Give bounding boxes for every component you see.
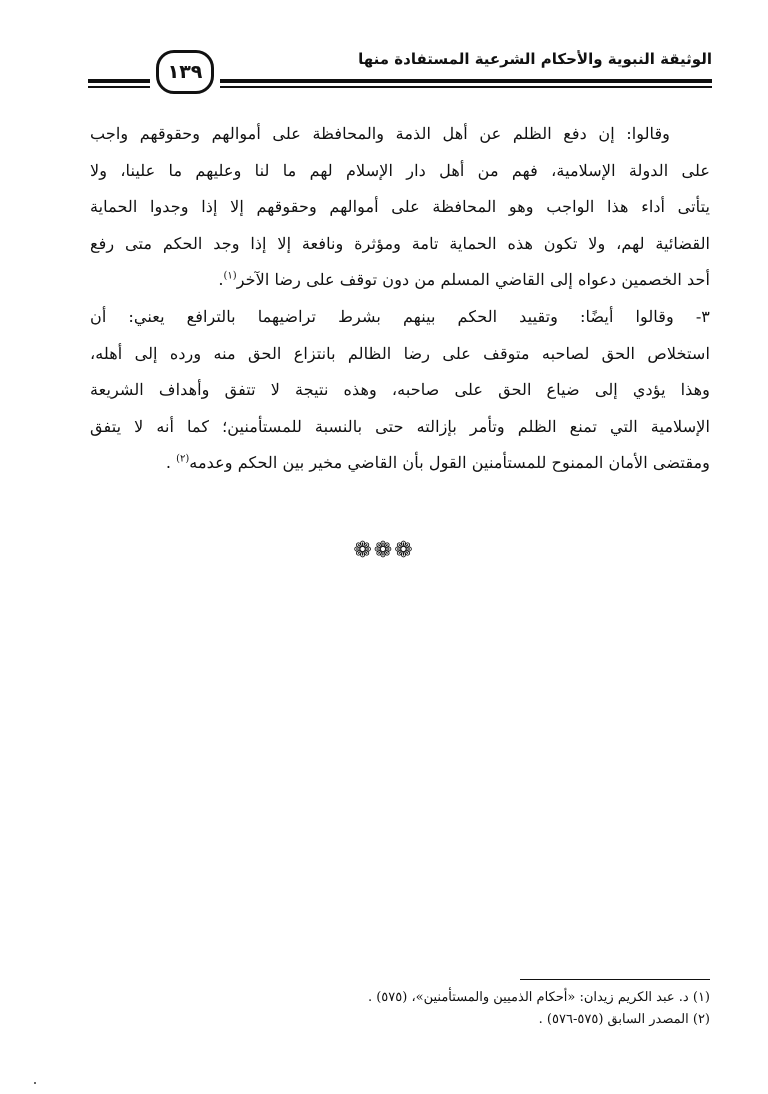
header-rule-thin-right (220, 86, 712, 88)
paragraph-2-line-5-text: ومقتضى الأمان الممنوح للمستأمنين القول بأن القاضي مخير بين الحكم وعدمه (189, 453, 710, 473)
paragraph-1-line-3: يتأتى أداء هذا الواجب وهو المحافظة على أموالهم وحقوقهم إلا إذا وجدوا الحماية (90, 197, 710, 217)
paragraph-2-line-1: ٣- وقالوا أيضًا: وتقييد الحكم بينهم بشرط تراضيهما بالترافع يعني: أن (90, 306, 710, 326)
paragraph-2-line-2: استخلاص الحق لصاحبه متوقف على رضا الظالم بانتزاع الحق منه ورده إلى أهله، (90, 343, 710, 363)
page-header (88, 42, 712, 104)
running-title: الوثيقة النبوية والأحكام الشرعية المستفادة منها (358, 50, 712, 68)
paragraph-1-line-2: على الدولة الإسلامية، فهم من أهل دار الإسلام لهم ما لنا وعليهم ما علينا، ولا (90, 160, 710, 180)
paragraph-1-line-5: أحد الخصمين دعواه إلى القاضي المسلم من دون توقف على رضا الآخر$^{(١)}$. (218, 270, 710, 290)
page-number-frame (156, 50, 214, 94)
header-rule-thin-left (88, 86, 150, 88)
scan-speck (34, 1082, 36, 1084)
paragraph-2 (90, 299, 710, 482)
paragraph-1-line-5-text: أحد الخصمين دعواه إلى القاضي المسلم من دون توقف على رضا الآخر (236, 270, 710, 290)
body-text (90, 116, 710, 482)
paragraph-1-line-4: القضائية لهم، ولا تكون هذه الحماية تامة ومؤثرة ونافعة إلا إذا وجد الحكم متى رفع (90, 233, 710, 253)
paragraph-2-end: . (165, 453, 177, 473)
page-number: ١٣٩ (167, 61, 203, 83)
header-rule-thick-right (220, 79, 712, 83)
paragraph-2-line-3: وهذا يؤدي إلى ضياع الحق على صاحبه، وهذه نتيجة لا تتفق وأهداف الشريعة (90, 380, 710, 400)
paragraph-2-line-4: الإسلامية التي تمنع الظلم وتأمر بإزالته حتى بالنسبة للمستأمنين؛ كما أنه لا يتفق (90, 416, 710, 436)
footnote-1: (١) د. عبد الكريم زيدان: «أحكام الذميين والمستأمنين»، (٥٧٥) . (367, 990, 710, 1005)
paragraph-2-line-5 (90, 445, 710, 482)
header-rule-thick-left (88, 79, 150, 83)
paragraph-1-line-1: وقالوا: إن دفع الظلم عن أهل الذمة والمحافظة على أموالهم وحقوقهم واجب (90, 124, 670, 143)
footnotes (200, 987, 710, 1031)
footnote-separator (520, 979, 710, 980)
section-ornament: ❁❁❁ (353, 538, 415, 563)
footnote-ref-1[interactable]: (١) (223, 270, 237, 282)
footnote-2: (٢) المصدر السابق (٥٧٥-٥٧٦) . (538, 1012, 710, 1027)
footnote-ref-2[interactable]: (٢) (176, 453, 190, 465)
paragraph-1 (90, 116, 710, 299)
